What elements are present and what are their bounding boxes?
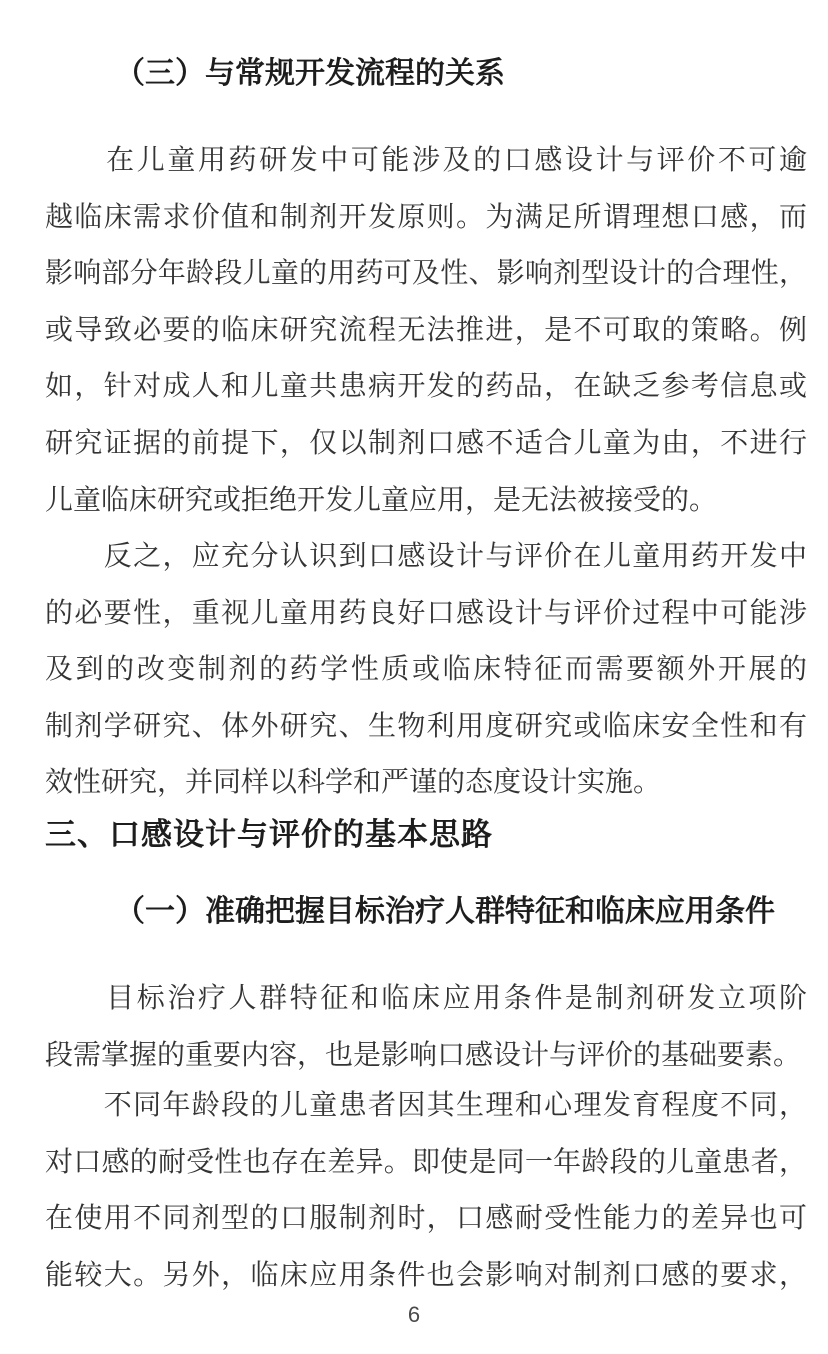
page-number: 6 — [407, 1302, 421, 1327]
paragraph-line: 在儿童用药研发中可能涉及的口感设计与评价不可逾 — [45, 145, 807, 176]
paragraph-line: 制剂学研究、体外研究、生物利用度研究或临床安全性和有 — [45, 710, 807, 742]
paragraph-4 — [45, 1078, 807, 1304]
paragraph-line: 及到的改变制剂的药学性质或临床特征而需要额外开展的 — [45, 654, 807, 686]
paragraph-line: 不同年龄段的儿童患者因其生理和心理发育程度不同， — [45, 1090, 807, 1121]
paragraph-line: 研究证据的前提下，仅以制剂口感不适合儿童为由，不进行 — [45, 427, 807, 459]
paragraph-line: 越临床需求价值和制剂开发原则。为满足所谓理想口感，而 — [45, 201, 807, 233]
paragraph-line: 对口感的耐受性也存在差异。即使是同一年龄段的儿童患者， — [45, 1146, 807, 1178]
paragraph-2 — [45, 529, 807, 812]
paragraph-line: 段需掌握的重要内容，也是影响口感设计与评价的基础要素。 — [45, 1039, 802, 1071]
paragraph-line: 的必要性，重视儿童用药良好口感设计与评价过程中可能涉 — [45, 597, 807, 629]
paragraph-line: 效性研究，并同样以科学和严谨的态度设计实施。 — [45, 767, 662, 799]
paragraph-line: 目标治疗人群特征和临床应用条件是制剂研发立项阶 — [45, 983, 807, 1014]
paragraph-line: 能较大。另外，临床应用条件也会影响对制剂口感的要求， — [45, 1259, 807, 1291]
section-heading-3: （三）与常规开发流程的关系 — [115, 57, 505, 90]
paragraph-line: 影响部分年龄段儿童的用药可及性、影响剂型设计的合理性， — [45, 258, 807, 290]
paragraph-1 — [45, 133, 807, 529]
paragraph-line: 如，针对成人和儿童共患病开发的药品，在缺乏参考信息或 — [45, 371, 807, 403]
section-heading-1: （一）准确把握目标治疗人群特征和临床应用条件 — [115, 895, 775, 928]
paragraph-line: 或导致必要的临床研究流程无法推进，是不可取的策略。例 — [45, 314, 807, 346]
paragraph-line: 在使用不同剂型的口服制剂时，口感耐受性能力的差异也可 — [45, 1203, 807, 1235]
chapter-heading-3: 三、口感设计与评价的基本思路 — [45, 817, 493, 852]
paragraph-3 — [45, 971, 807, 1084]
paragraph-line: 反之，应充分认识到口感设计与评价在儿童用药开发中 — [45, 541, 807, 572]
paragraph-line: 儿童临床研究或拒绝开发儿童应用，是无法被接受的。 — [45, 484, 718, 516]
